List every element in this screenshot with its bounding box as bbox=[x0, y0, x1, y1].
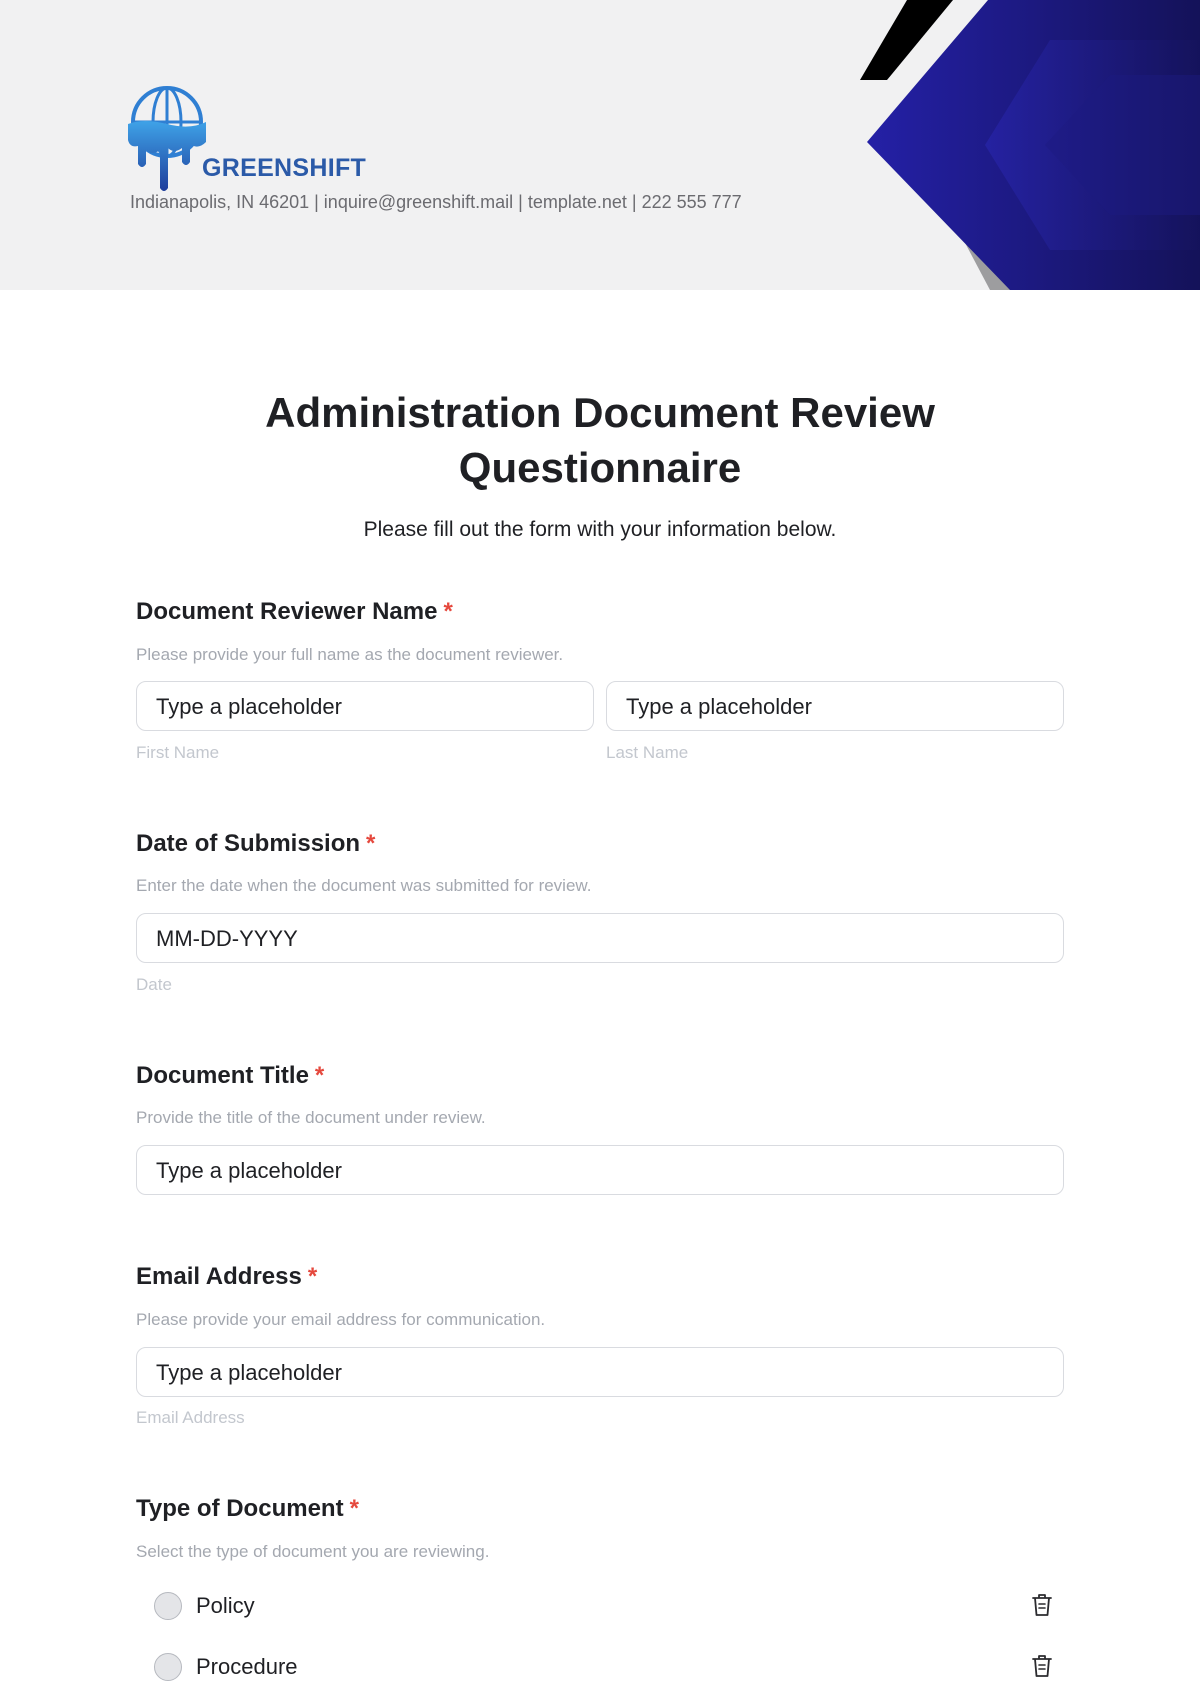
company-contact: Indianapolis, IN 46201 | inquire@greenshift.mail | template.net | 222 555 777 bbox=[130, 192, 742, 212]
date-sublabel: Date bbox=[136, 975, 172, 994]
globe-drip-logo-icon bbox=[124, 84, 210, 194]
submission-date-label: Date of Submission * bbox=[136, 830, 376, 857]
form-title-line1: Administration Document Review bbox=[265, 389, 935, 436]
document-title-help: Provide the title of the document under review. bbox=[136, 1108, 486, 1127]
option-procedure-label: Procedure bbox=[196, 1654, 298, 1679]
form-title bbox=[150, 385, 1050, 495]
document-title-label: Document Title * bbox=[136, 1062, 325, 1089]
email-help: Please provide your email address for communication. bbox=[136, 1310, 546, 1329]
option-policy-label: Policy bbox=[196, 1593, 255, 1618]
required-marker: * bbox=[314, 1062, 325, 1089]
required-marker: * bbox=[307, 1263, 318, 1290]
form-subtitle: Please fill out the form with your information below. bbox=[363, 518, 837, 541]
document-type-label: Type of Document * bbox=[136, 1495, 359, 1522]
first-name-sublabel: First Name bbox=[136, 743, 220, 762]
radio-procedure[interactable] bbox=[154, 1653, 182, 1681]
trash-icon[interactable] bbox=[1030, 1592, 1054, 1618]
submission-date-help: Enter the date when the document was submitted for review. bbox=[136, 876, 592, 895]
company-name: GREENSHIFT bbox=[202, 154, 367, 182]
page-header bbox=[0, 0, 1200, 290]
trash-icon[interactable] bbox=[1030, 1653, 1054, 1679]
required-marker: * bbox=[349, 1495, 359, 1522]
email-label: Email Address * bbox=[136, 1263, 318, 1290]
form-title-line2: Questionnaire bbox=[458, 444, 742, 491]
document-title-input[interactable]: Type a placeholder bbox=[136, 1145, 1064, 1195]
email-input[interactable]: Type a placeholder bbox=[136, 1347, 1064, 1397]
last-name-input[interactable]: Type a placeholder bbox=[606, 681, 1064, 731]
reviewer-name-label: Document Reviewer Name * bbox=[136, 598, 453, 625]
required-marker: * bbox=[366, 830, 376, 857]
radio-policy[interactable] bbox=[154, 1592, 182, 1620]
document-type-help: Select the type of document you are reviewing. bbox=[136, 1542, 490, 1561]
reviewer-name-help: Please provide your full name as the document reviewer. bbox=[136, 645, 564, 664]
header-decoration bbox=[860, 0, 1200, 290]
email-sublabel: Email Address bbox=[136, 1408, 245, 1427]
last-name-sublabel: Last Name bbox=[606, 743, 689, 762]
submission-date-input[interactable]: MM-DD-YYYY bbox=[136, 913, 1064, 963]
first-name-input[interactable]: Type a placeholder bbox=[136, 681, 594, 731]
required-marker: * bbox=[443, 598, 453, 625]
